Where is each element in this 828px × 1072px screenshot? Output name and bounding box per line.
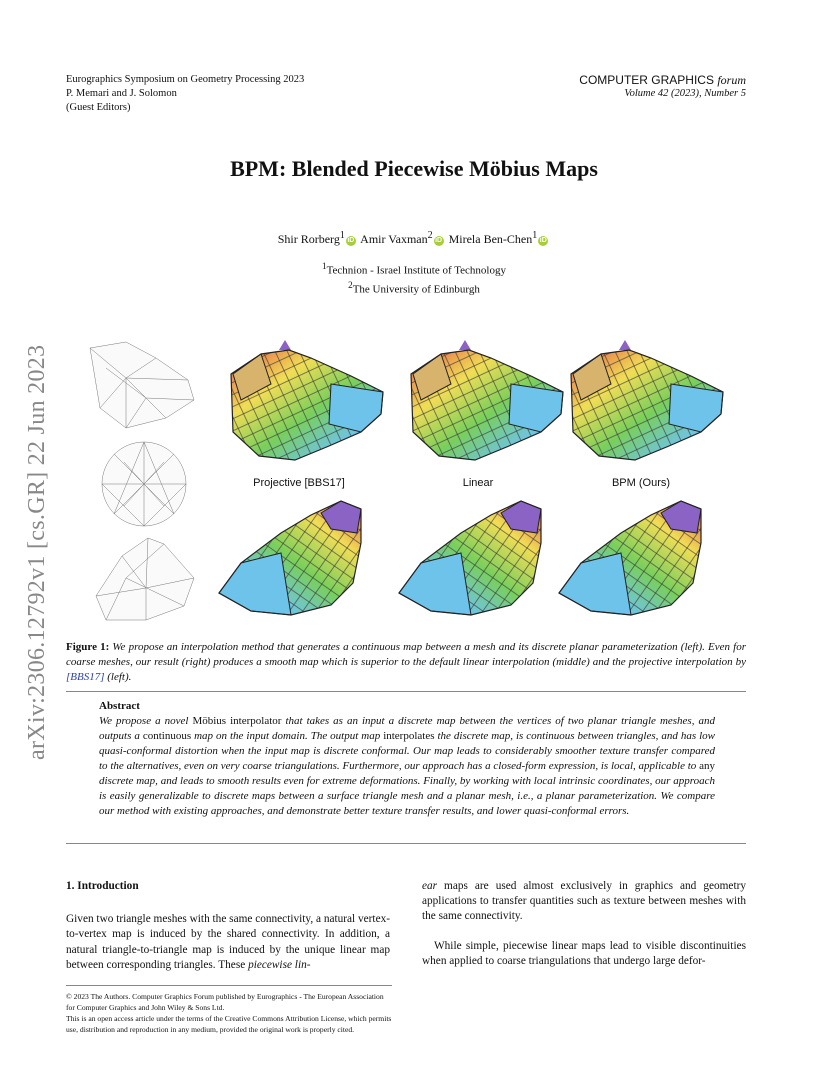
abstract-body (99, 714, 715, 819)
abstract (99, 699, 715, 819)
journal-name: COMPUTER GRAPHICS forum (579, 73, 746, 87)
label-bpm: BPM (Ours) (611, 477, 671, 489)
author-affil-sup: 2 (427, 230, 433, 241)
caption-text: We propose an interpolation method that generates a continuous map between a mesh and its discrete planar parameterization (left). Even for coarse meshes, our result (right) produces a smooth map which is superior to the default linear interpolation (middle) and the projective interpolation by (66, 641, 747, 668)
caption-label: Figure 1: (66, 641, 110, 653)
abstract-fragment: any (699, 760, 715, 772)
bottom-row-heads (219, 501, 701, 615)
figure-caption (66, 640, 746, 685)
caption-text-end: (left). (107, 671, 132, 683)
section-heading: 1. Introduction (66, 880, 139, 892)
arxiv-stamp: arXiv:2306.12792v1 [cs.GR] 22 Jun 2023 (24, 344, 50, 760)
copyright-line: © 2023 The Authors. Computer Graphics Forum published by Eurographics - The European Association for Computer Graphics and John Wiley & Sons Ltd. (66, 992, 384, 1012)
wireframe-side-head (90, 342, 194, 428)
editors-line: P. Memari and J. Solomon (66, 88, 177, 99)
label-linear: Linear (462, 477, 494, 489)
bear-head-bottom-bpm (559, 501, 701, 615)
bear-head-top-linear (411, 340, 563, 460)
bear-head-bottom-projective (219, 501, 361, 615)
journal-header (579, 73, 746, 101)
affiliation: $^1$Technion - Israel Institute of Technology (322, 261, 506, 277)
bear-head-top-bpm (571, 340, 723, 460)
abstract-fragment: Möbius interpolator (192, 715, 282, 727)
author-affil-sup: 1 (339, 230, 345, 241)
wireframe-column (90, 342, 194, 620)
guest-editors-line: (Guest Editors) (66, 102, 131, 113)
abstract-fragment: interpolates (383, 730, 435, 742)
affiliations (0, 259, 828, 296)
copyright-footnote (66, 991, 392, 1035)
wireframe-front-head (96, 538, 194, 620)
divider (66, 843, 746, 844)
author-name: Shir Rorberg (277, 232, 340, 246)
paragraph: ear maps are used almost exclusively in graphics and geometry applications to transfer quantities such as texture between meshes with the same connectivity. (422, 880, 746, 923)
bear-head-bottom-linear (399, 501, 541, 615)
intro-left-column (66, 879, 390, 973)
author-name: Amir Vaxman (360, 232, 428, 246)
abstract-title: Abstract (99, 700, 140, 712)
paper-title: BPM: Blended Piecewise Möbius Maps (230, 156, 598, 181)
venue-header (66, 73, 304, 115)
venue-line: Eurographics Symposium on Geometry Processing 2023 (66, 74, 305, 85)
orcid-icon[interactable]: iD (539, 237, 547, 244)
author-name: Mirela Ben-Chen (448, 232, 533, 246)
bear-head-top-projective (231, 340, 383, 460)
paragraph: Given two triangle meshes with the same connectivity, a natural vertex-to-vertex map is induced by the shared connectivity. In addition, a natural triangle-to-triangle map is induced by the unique linear map between corresponding triangles. These piecewise lin- (66, 913, 390, 971)
journal-volume: Volume 42 (2023), Number 5 (624, 88, 746, 99)
affiliation: $^2$The University of Edinburgh (348, 279, 480, 296)
abstract-fragment: map on the input domain. The output map (191, 730, 384, 742)
abstract-fragment: the discrete map, is continuous between triangles, and has low quasi-conformal distortion when the input map is discrete conformal. Our map leads to considerably smoother texture transfer compared to the alternatives, even on very coarse triangulations. Furthermore, our approach has a closed-form expression, is local, applicable to (99, 730, 715, 772)
teaser-figure (86, 338, 746, 628)
paragraph: While simple, piecewise linear maps lead to visible discontinuities when applied to coarse triangulations that undergo large defor- (422, 939, 746, 967)
citation-link[interactable]: [BBS17] (66, 671, 105, 683)
orcid-icon[interactable]: iD (347, 237, 355, 244)
abstract-fragment: discrete map, and leads to smooth results even for extreme deformations. Finally, by working with local intrinsic coordinates, our approach is easily generalizable to discrete maps between a surface triangle mesh and a planar mesh, i.e., a planar parameterization. We compare our method with existing approaches, and demonstrate better texture transfer results, and lower quasi-conformal errors. (99, 775, 715, 817)
label-projective: Projective [BBS17] (253, 477, 345, 489)
intro-right-column (422, 879, 746, 969)
abstract-fragment: that takes as an input a discrete map between the vertices of two planar triangle meshes, and outputs a (99, 715, 715, 742)
footnote-divider (66, 985, 392, 986)
author-affil-sup: 1 (532, 230, 538, 241)
top-row-heads (231, 340, 723, 460)
license-line: This is an open access article under the terms of the Creative Commons Attribution License, which permits use, distribution and reproduction in any medium, provided the original work is properly cited. (66, 1014, 392, 1034)
abstract-fragment: continuous (142, 730, 192, 742)
divider (66, 691, 746, 692)
orcid-icon[interactable]: iD (435, 237, 443, 244)
author-list (0, 230, 828, 247)
abstract-fragment: We propose a novel (99, 715, 193, 727)
